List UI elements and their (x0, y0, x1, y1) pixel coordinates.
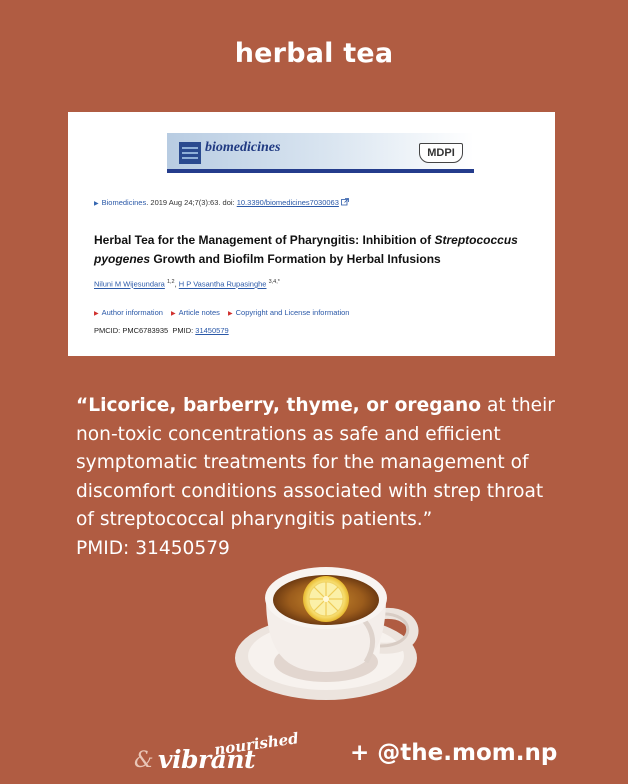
brand-logo (128, 729, 318, 778)
pmcid: PMCID: PMC6783935 (94, 326, 169, 335)
quote-highlight: “Licorice, barberry, thyme, or oregano (76, 395, 482, 416)
article-notes-link[interactable]: Article notes (178, 308, 220, 317)
logo-ampersand: & (134, 748, 154, 773)
social-handle: + @the.mom.np (350, 740, 558, 766)
citation-line (94, 198, 349, 207)
copyright-link[interactable]: Copyright and License information (235, 308, 350, 317)
author-list (94, 279, 280, 289)
pmid-label: PMID: (172, 326, 196, 335)
triangle-icon: ▶ (228, 311, 233, 317)
quote-text: at their non-toxic concentrations as safe and efficient symptomatic treatments for the management of discomfort conditions associated with strep throat of streptococcal pharyngitis patients.” (76, 395, 555, 530)
logo-vibrant: vibrant (158, 745, 256, 774)
article-ids (94, 326, 229, 335)
logo-nourished: nourished (213, 729, 300, 759)
author-affiliation: 1,2 (166, 279, 175, 285)
journal-brand: biomedicines (205, 140, 281, 155)
article-meta-links (94, 308, 355, 317)
title-text-1: Herbal Tea for the Management of Pharyngitis: Inhibition of (94, 233, 435, 247)
citation-details: . 2019 Aug 24;7(3):63. doi: (146, 198, 237, 207)
article-title (94, 231, 549, 269)
doi-link[interactable]: 10.3390/biomedicines7030063 (236, 198, 339, 207)
author-link[interactable]: Niluni M Wijesundara (94, 279, 165, 289)
page-title: herbal tea (234, 38, 394, 69)
author-separator: , (174, 279, 179, 289)
publisher-logo: MDPI (419, 143, 463, 163)
external-link-icon[interactable] (341, 198, 349, 206)
author-information-link[interactable]: Author information (101, 308, 163, 317)
author-link[interactable]: H P Vasantha Rupasinghe (178, 279, 267, 289)
quote-pmid: PMID: 31450579 (76, 537, 230, 559)
title-species: Streptococcus pyogenes (94, 233, 518, 266)
triangle-icon: ▶ (171, 311, 176, 317)
triangle-icon: ▶ (94, 311, 99, 317)
triangle-icon: ▶ (94, 201, 99, 207)
quote-block (76, 392, 566, 563)
journal-logo-icon (179, 142, 201, 164)
author-affiliation: 3,4,* (268, 279, 280, 285)
journal-banner (167, 133, 474, 173)
tea-cup-illustration (230, 550, 430, 715)
article-screenshot (68, 112, 555, 356)
journal-link[interactable]: Biomedicines (101, 198, 147, 207)
title-text-2: Growth and Biofilm Formation by Herbal Infusions (150, 252, 441, 266)
pmid-link[interactable]: 31450579 (195, 326, 229, 335)
